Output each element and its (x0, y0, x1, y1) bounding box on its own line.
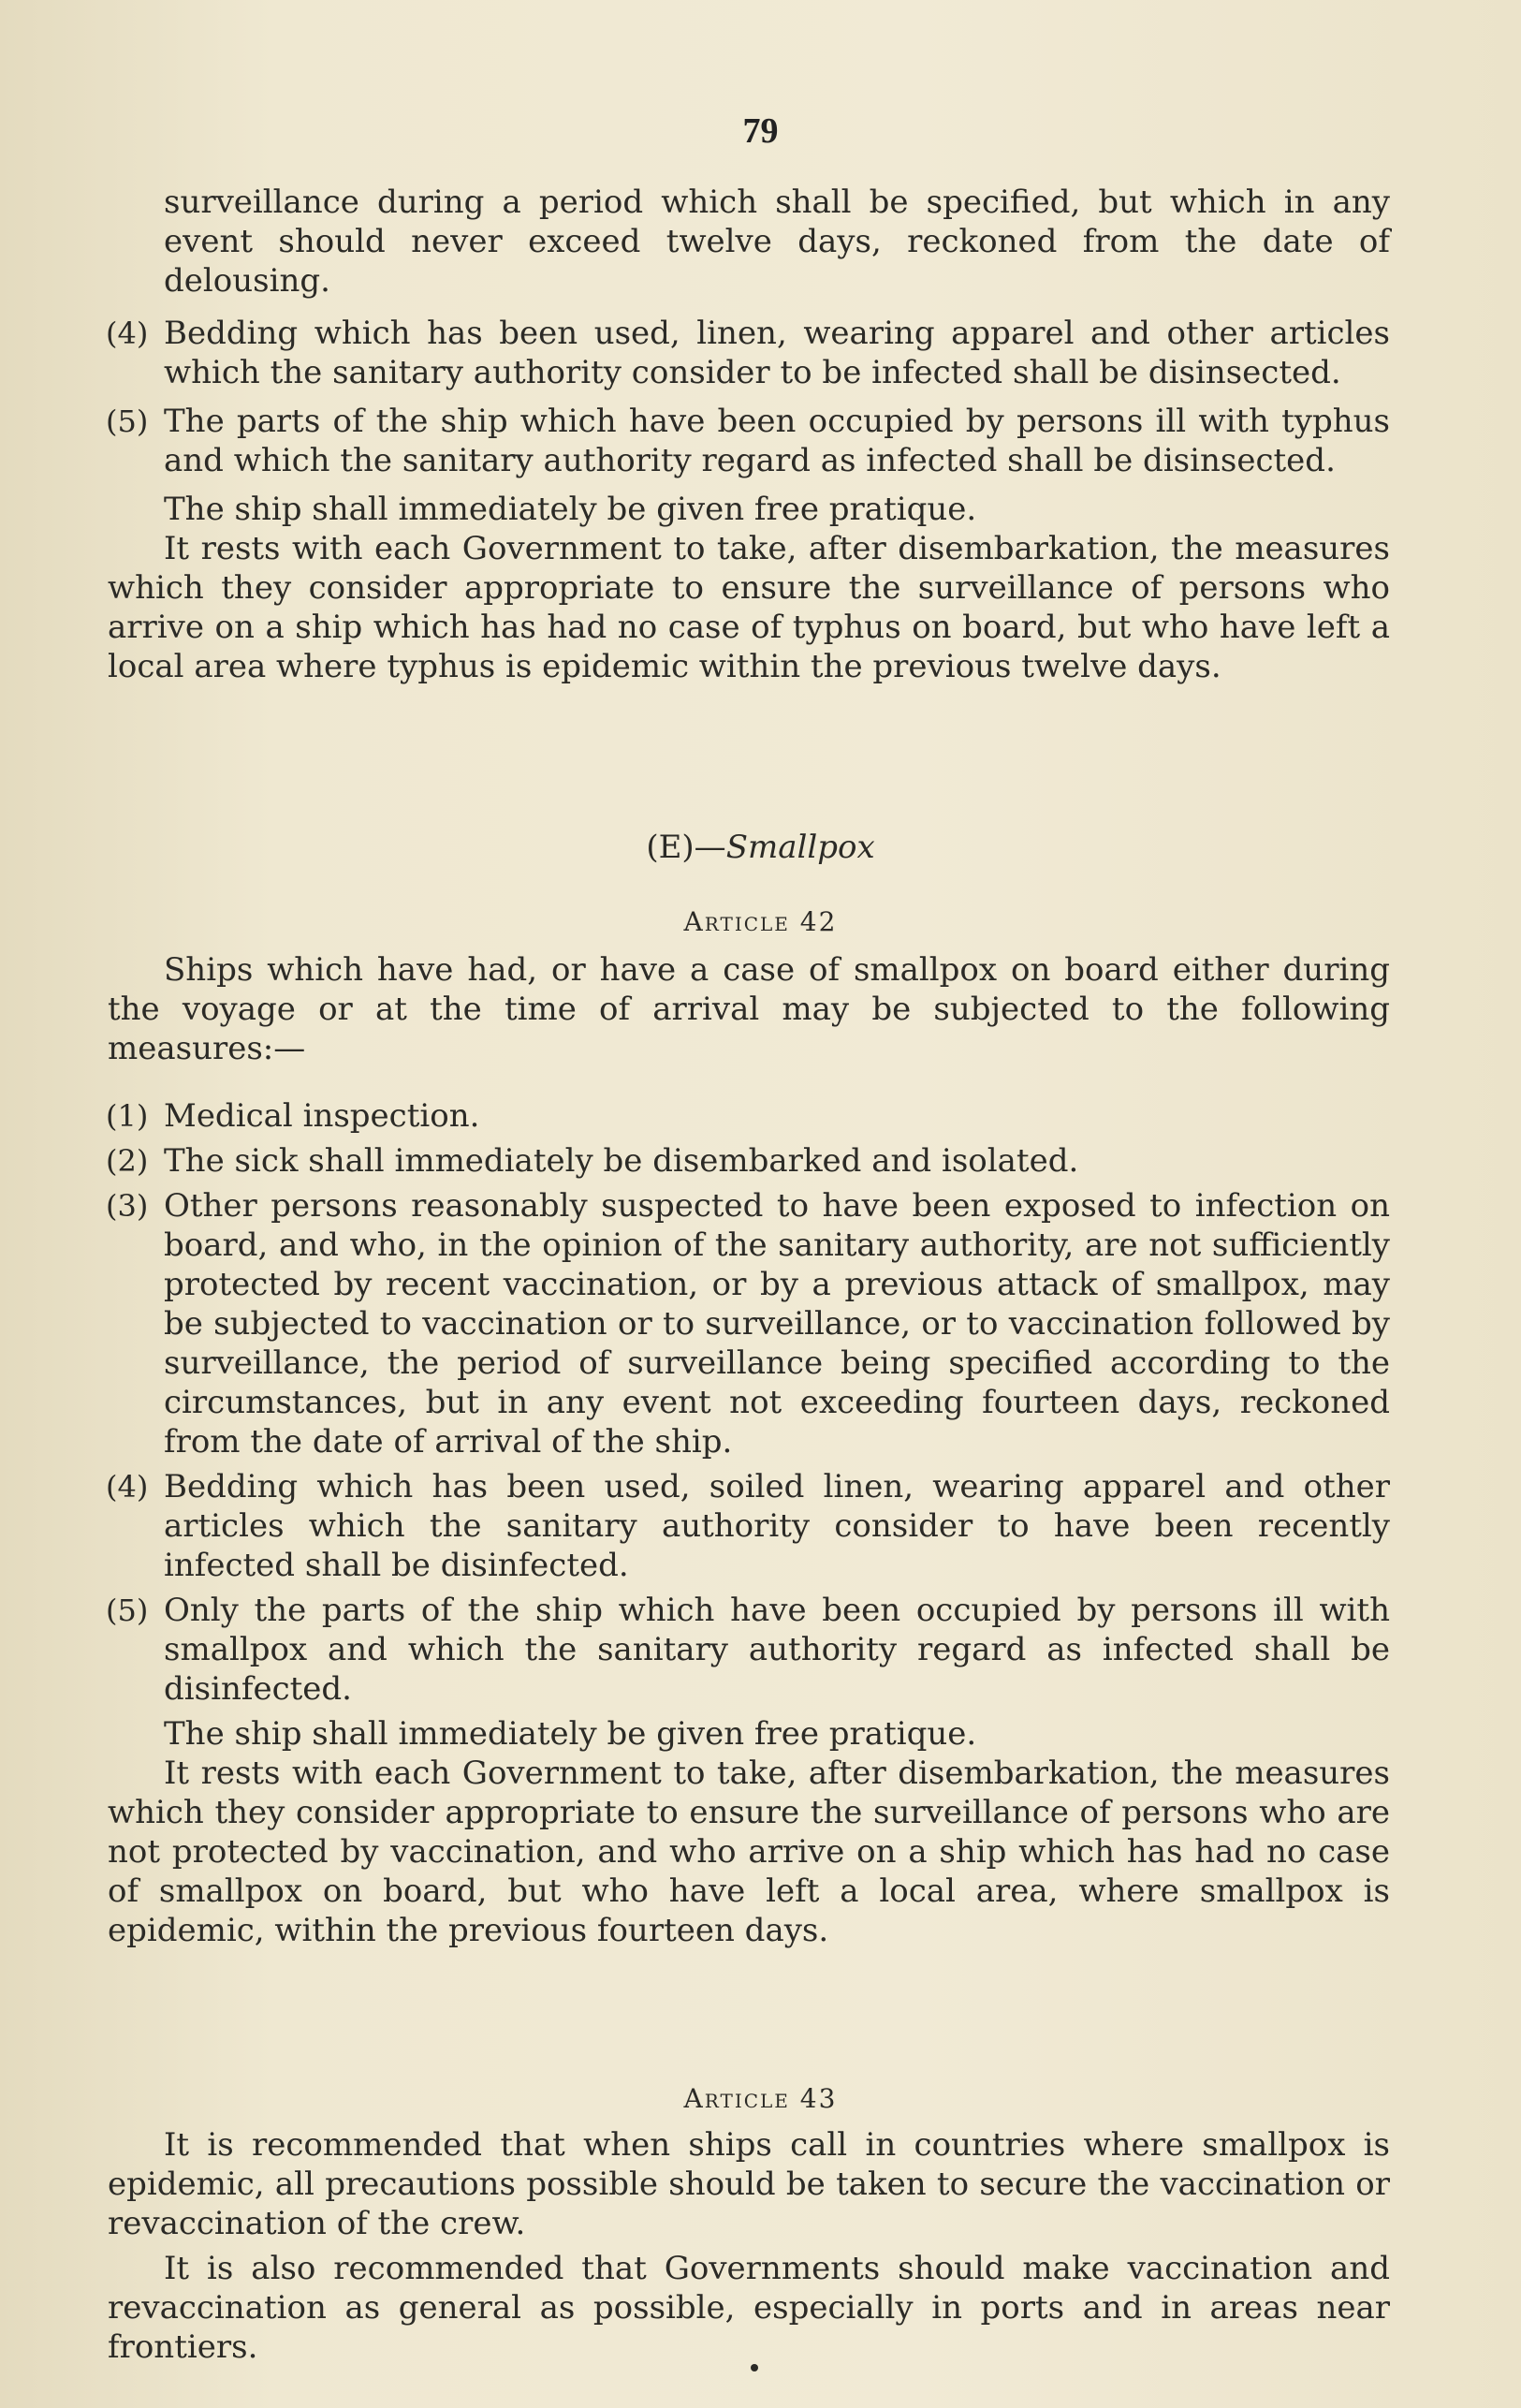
free-pratique-paragraph: The ship shall immediately be given free pratique. (164, 1715, 977, 1753)
section-title: Smallpox (725, 829, 875, 866)
free-pratique-paragraph: The ship shall immediately be given free pratique. (164, 491, 977, 528)
article-42-item-3 (106, 1186, 1390, 1461)
page-dot (751, 2364, 758, 2371)
article-43-body (108, 2125, 1390, 2367)
item-text: Bedding which has been used, linen, wearing apparel and other articles which the sanitary authority consider to be infected shall be disinsected. (164, 315, 1390, 391)
article-43-paragraph-2: It is also recommended that Governments should make vaccination and revaccination as general as possible, especially in ports and in areas near frontiers. (108, 2250, 1390, 2366)
item-number: (4) (106, 1469, 149, 1505)
article-42-item-2 (106, 1141, 1390, 1181)
surveillance-paragraph: It rests with each Government to take, after disembarkation, the measures which they consider appropriate to ensure the surveillance of persons who arrive on a ship which has had no case of typhus on board, but who have left a local area where typhus is epidemic within the previous twelve days. (108, 530, 1390, 685)
article-42-item-1 (106, 1096, 1390, 1136)
item-text: Other persons reasonably suspected to have been exposed to infection on board, and who, in the opinion of the sanitary authority, are not sufficiently protected by recent vaccination, or by a previous attack of smallpox, may be subjected to vaccination or to surveillance, or to vaccination followed by surveillance, the period of surveillance being specified according to the circumstances, but in any event not exceeding fourteen days, reckoned from the date of arrival of the ship. (164, 1187, 1390, 1461)
page-number: 79 (742, 111, 779, 151)
item-number: (2) (106, 1143, 149, 1179)
item-text: Medical inspection. (164, 1097, 480, 1135)
item-number: (5) (106, 1593, 149, 1628)
item-number: (3) (106, 1188, 149, 1224)
item-number: (5) (106, 404, 149, 439)
item-number: (4) (106, 316, 149, 351)
typhus-item-5 (106, 402, 1390, 480)
article-43-heading: Article 43 (683, 2083, 838, 2114)
item-text: Only the parts of the ship which have been occupied by persons ill with smallpox and which the sanitary authority regard as infected shall be disinfected. (164, 1592, 1390, 1708)
item-text: Bedding which has been used, soiled linen, wearing apparel and other articles which the sanitary authority consider to have been recently infected shall be disinfected. (164, 1468, 1390, 1584)
article-42-intro: Ships which have had, or have a case of smallpox on board either during the voyage or at the time of arrival may be subjected to the following measures:— (108, 951, 1390, 1067)
surveillance-paragraph: It rests with each Government to take, after disembarkation, the measures which they consider appropriate to ensure the surveillance of persons who are not protected by vaccination, and who arrive on a ship which has had no case of smallpox on board, but who have left a local area, where smallpox is epidemic, within the previous fourteen days. (108, 1755, 1390, 1949)
typhus-continuation-block (106, 183, 1390, 686)
item-text: The parts of the ship which have been occupied by persons ill with typhus and which the sanitary authority regard as infected shall be disinsected. (164, 403, 1390, 479)
article-42-item-4 (106, 1467, 1390, 1585)
item-number: (1) (106, 1098, 149, 1134)
article-42-item-5 (106, 1591, 1390, 1709)
typhus-item-4 (106, 314, 1390, 392)
article-42-heading: Article 42 (683, 906, 838, 937)
article-42-body (106, 950, 1390, 1950)
article-43-paragraph-1: It is recommended that when ships call in countries where smallpox is epidemic, all precautions possible should be taken to secure the vaccination or revaccination of the crew. (108, 2126, 1390, 2242)
section-prefix: (E)— (646, 829, 726, 866)
continuation-paragraph: surveillance during a period which shall be specified, but which in any event should never exceed twelve days, reckoned from the date of delousing. (164, 184, 1390, 300)
section-heading (0, 829, 1521, 866)
item-text: The sick shall immediately be disembarked and isolated. (164, 1142, 1079, 1180)
